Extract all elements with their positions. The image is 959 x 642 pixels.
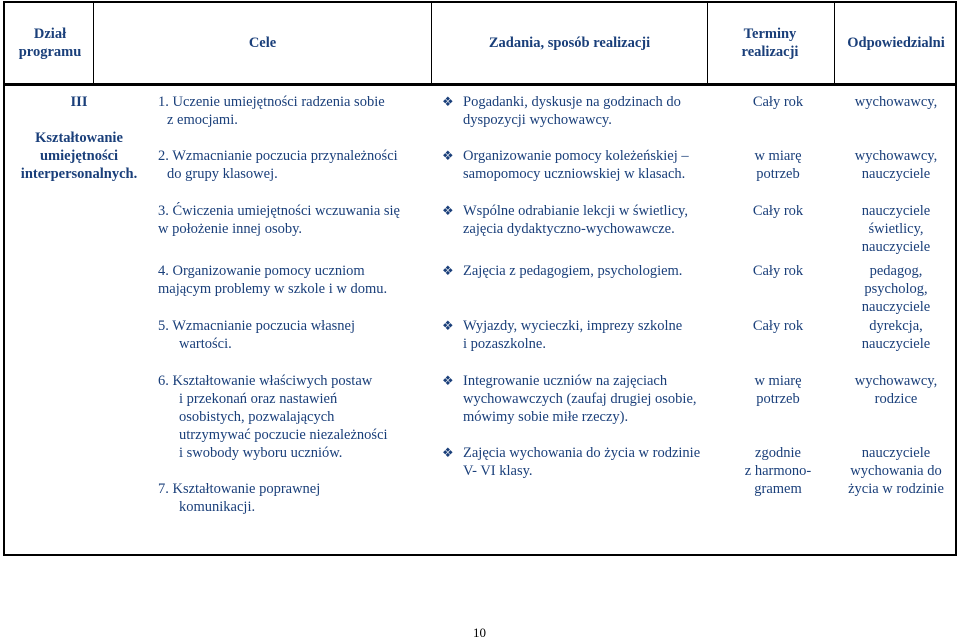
responsible-text: psycholog,: [864, 281, 928, 297]
header-divider: [707, 1, 708, 85]
task-text: dyspozycji wychowawcy.: [463, 112, 612, 128]
responsible-text: nauczyciele: [861, 239, 931, 255]
goal-text: 1. Uczenie umiejętności radzenia sobie: [158, 94, 385, 110]
goal-text: i swobody wyboru uczniów.: [179, 445, 343, 461]
responsible-text: nauczyciele: [861, 166, 931, 182]
responsible-text: wychowawcy,: [854, 94, 938, 110]
header-odpowiedzialni: Odpowiedzialni: [847, 35, 945, 51]
responsible-text: świetlicy,: [868, 221, 924, 237]
task-text: zajęcia dydaktyczno-wychowawcze.: [463, 221, 675, 237]
task-text: V- VI klasy.: [463, 463, 533, 479]
term-text: potrzeb: [756, 166, 800, 182]
goal-text: 3. Ćwiczenia umiejętności wczuwania się: [158, 203, 400, 219]
task-text: Pogadanki, dyskusje na godzinach do: [463, 94, 681, 110]
responsible-text: wychowania do: [850, 463, 942, 479]
responsible-text: rodzice: [874, 391, 918, 407]
diamond-bullet-icon: ❖: [442, 373, 454, 388]
task-text: i pozaszkolne.: [463, 336, 546, 352]
goal-text: w położenie innej osoby.: [158, 221, 303, 237]
goal-text: osobistych, pozwalających: [179, 409, 335, 425]
section-title-line: interpersonalnych.: [20, 166, 138, 182]
responsible-text: nauczyciele: [861, 203, 931, 219]
term-text: Cały rok: [752, 94, 804, 110]
goal-text: i przekonań oraz nastawień: [179, 391, 338, 407]
diamond-bullet-icon: ❖: [442, 263, 454, 278]
goal-text: wartości.: [179, 336, 232, 352]
header-zadania: Zadania, sposób realizacji: [488, 35, 651, 51]
goal-text: komunikacji.: [179, 499, 256, 515]
task-text: samopomocy uczniowskiej w klasach.: [463, 166, 686, 182]
term-text: Cały rok: [752, 318, 804, 334]
task-text: Organizowanie pomocy koleżeńskiej –: [463, 148, 689, 164]
goal-text: mającym problemy w szkole i w domu.: [158, 281, 388, 297]
goal-text: do grupy klasowej.: [167, 166, 278, 182]
diamond-bullet-icon: ❖: [442, 445, 454, 460]
responsible-text: nauczyciele: [861, 299, 931, 315]
term-text: potrzeb: [756, 391, 800, 407]
goal-text: utrzymywać poczucie niezależności: [179, 427, 388, 443]
term-text: w miarę: [754, 148, 802, 164]
term-text: Cały rok: [752, 203, 804, 219]
task-text: Wyjazdy, wycieczki, imprezy szkolne: [463, 318, 683, 334]
term-text: zgodnie: [755, 445, 801, 461]
term-text: Cały rok: [752, 263, 804, 279]
task-text: Wspólne odrabianie lekcji w świetlicy,: [463, 203, 688, 219]
task-text: Zajęcia z pedagogiem, psychologiem.: [463, 263, 683, 279]
diamond-bullet-icon: ❖: [442, 203, 454, 218]
goal-text: 5. Wzmacnianie poczucia własnej: [158, 318, 356, 334]
page-number: 10: [473, 625, 486, 640]
term-text: z harmono-: [744, 463, 812, 479]
header-terminy: Terminy realizacji: [741, 26, 799, 60]
goal-text: 7. Kształtowanie poprawnej: [158, 481, 321, 497]
task-text: Integrowanie uczniów na zajęciach: [463, 373, 668, 389]
section-title-line: Kształtowanie: [35, 130, 123, 146]
responsible-text: nauczyciele: [861, 445, 931, 461]
goal-text: z emocjami.: [167, 112, 238, 128]
responsible-text: wychowawcy,: [854, 148, 938, 164]
goal-text: 4. Organizowanie pomocy uczniom: [158, 263, 365, 279]
responsible-text: nauczyciele: [861, 336, 931, 352]
task-text: Zajęcia wychowania do życia w rodzinie: [463, 445, 701, 461]
diamond-bullet-icon: ❖: [442, 318, 454, 333]
responsible-text: pedagog,: [869, 263, 923, 279]
responsible-text: dyrekcja,: [869, 318, 923, 334]
section-title-line: umiejętności: [39, 148, 119, 164]
responsible-text: życia w rodzinie: [848, 481, 944, 497]
term-text: w miarę: [754, 373, 802, 389]
term-text: gramem: [754, 481, 802, 497]
task-text: wychowawczych (zaufaj drugiej osobie,: [463, 391, 697, 407]
diamond-bullet-icon: ❖: [442, 94, 454, 109]
section-number: III: [70, 94, 88, 110]
diamond-bullet-icon: ❖: [442, 148, 454, 163]
goal-text: 6. Kształtowanie właściwych postaw: [158, 373, 373, 389]
task-text: mówimy sobie miłe rzeczy).: [463, 409, 629, 425]
goal-text: 2. Wzmacnianie poczucia przynależności: [158, 148, 398, 164]
responsible-text: wychowawcy,: [854, 373, 938, 389]
header-dzial-programu: Dział programu: [18, 26, 82, 60]
header-cele: Cele: [248, 35, 277, 51]
